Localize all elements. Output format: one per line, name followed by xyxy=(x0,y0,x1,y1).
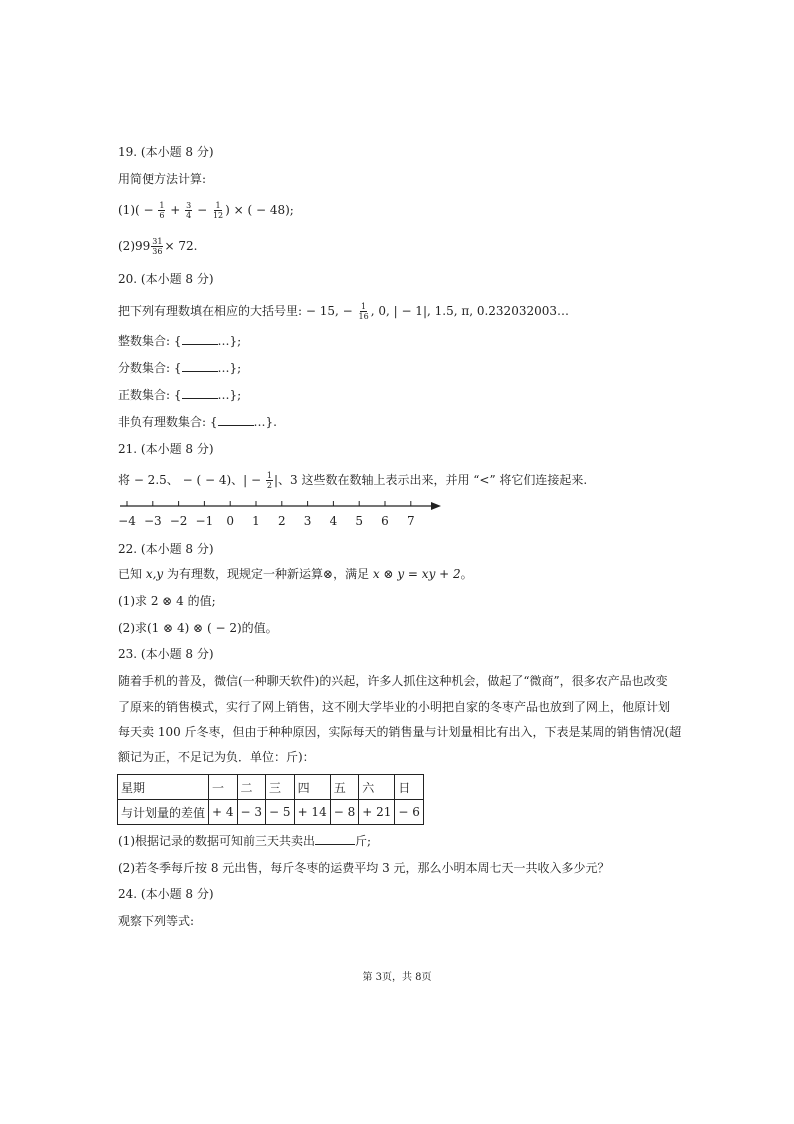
answer-blank xyxy=(182,360,218,372)
table-cell: 三 xyxy=(266,775,295,800)
table-cell: − 3 xyxy=(237,800,266,825)
number-line xyxy=(115,498,445,532)
table-cell: − 8 xyxy=(330,800,359,825)
table-cell: + 4 xyxy=(209,800,238,825)
table-cell: 日 xyxy=(395,775,424,800)
table-cell: 四 xyxy=(294,775,330,800)
table-cell: 五 xyxy=(330,775,359,800)
table-cell: 二 xyxy=(237,775,266,800)
axis-tick-label: 1 xyxy=(252,514,260,528)
table-cell: 与计划量的差值 xyxy=(118,800,209,825)
fraction: $\frac{1}{6}$ xyxy=(159,201,165,220)
table-cell: 一 xyxy=(209,775,238,800)
fraction: $\frac{1}{2}$ xyxy=(266,471,272,490)
axis-tick-label: 5 xyxy=(355,514,364,528)
q22-part2: (2)求(1 ⊗ 4) ⊗ ( − 2)的值。 xyxy=(118,621,278,635)
fraction: $\frac{31}{36}$ xyxy=(152,237,163,256)
answer-blank xyxy=(182,333,218,345)
q21-text: 将 − 2.5、 − ( − 4)、| − $\frac{1}{2}$ |、3 这些数在数轴上表示出来，并用 “<” 将它们连接起来. xyxy=(118,471,588,490)
axis-tick-label: −3 xyxy=(143,514,162,528)
sales-table xyxy=(117,774,424,825)
answer-blank xyxy=(182,387,218,399)
table-cell: − 5 xyxy=(266,800,295,825)
q21-header: 21. (本小题 8 分) xyxy=(118,442,214,456)
axis-tick-label: −2 xyxy=(169,514,188,528)
fraction: $\frac{3}{4}$ xyxy=(186,201,192,220)
q23-part1: (1)根据记录的数据可知前三天共卖出 斤; xyxy=(118,834,372,848)
q20-integer-set: 整数集合: { …}; xyxy=(118,334,242,348)
axis-tick-label: 7 xyxy=(406,514,415,528)
q20-header: 20. (本小题 8 分) xyxy=(118,272,214,286)
table-cell: + 14 xyxy=(294,800,330,825)
q24-header: 24. (本小题 8 分) xyxy=(118,887,214,901)
q20-fraction-set: 分数集合: { …}; xyxy=(118,361,242,375)
q23-part2: (2)若冬季每斤按 8 元出售，每斤冬枣的运费平均 3 元，那么小明本周七天一共收入多少元？ xyxy=(118,861,610,875)
axis-arrow-icon xyxy=(431,502,441,510)
page-footer: 第 3页，共 8页 xyxy=(362,972,432,983)
q23-para-line: 每天卖 100 斤冬枣，但由于种种原因，实际每天的销售量与计划量相比有出入，下表是某周的销售情况(超 xyxy=(118,725,682,739)
q24-text: 观察下列等式: xyxy=(118,914,195,928)
q23-para-line: 随着手机的普及，微信(一种聊天软件)的兴起，许多人抓住这种机会，做起了“微商”，很多农产品也改变 xyxy=(118,674,668,688)
q23-para-line: 额记为正，不足记为负．单位：斤)： xyxy=(118,750,315,764)
axis-tick-label: 0 xyxy=(226,514,235,528)
table-cell: − 6 xyxy=(395,800,424,825)
q19-part2: (2)99 $\frac{31}{36}$ × 72. xyxy=(118,237,198,256)
q22-header: 22. (本小题 8 分) xyxy=(118,542,214,556)
axis-tick-label: 6 xyxy=(381,514,389,528)
q19-p1-prefix: (1)( − xyxy=(118,203,158,217)
axis-tick-label: −4 xyxy=(118,514,136,528)
answer-blank xyxy=(315,833,355,845)
table-cell: 星期 xyxy=(118,775,209,800)
q20-positive-set: 正数集合: { …}; xyxy=(118,388,242,402)
axis-tick-label: 4 xyxy=(329,514,338,528)
axis-tick-label: 3 xyxy=(303,514,312,528)
table-cell: 六 xyxy=(359,775,395,800)
axis-tick-label: −1 xyxy=(195,514,214,528)
fraction: $\frac{1}{16}$ xyxy=(358,302,369,321)
q22-part1: (1)求 2 ⊗ 4 的值; xyxy=(118,594,216,608)
q19-instruction: 用简便方法计算: xyxy=(118,172,207,186)
q20-nonnegative-set: 非负有理数集合: { …}. xyxy=(118,415,277,429)
q22-definition: 已知 x,y 为有理数，现规定一种新运算⊗，满足 x ⊗ y = xy + 2。 xyxy=(118,567,473,581)
table-row xyxy=(118,800,424,825)
fraction: $\frac{1}{12}$ xyxy=(212,201,224,220)
q20-instruction: 把下列有理数填在相应的大括号里: − 15, − $\frac{1}{16}$ , 0, | − 1|, 1.5, π, 0.232032003… xyxy=(118,302,570,321)
q23-para-line: 了原来的销售模式，实行了网上销售，这不刚大学毕业的小明把自家的冬枣产品也放到了网上，他原计划 xyxy=(118,700,671,714)
q19-header: 19. (本小题 8 分) xyxy=(118,145,214,159)
table-row xyxy=(118,775,424,800)
table-cell: + 21 xyxy=(359,800,395,825)
answer-blank xyxy=(218,414,254,426)
q19-part1: (1)( − $\frac{1}{6}$ + $\frac{3}{4}$ − $\frac{1}{12}$ ) × ( − 48); xyxy=(118,201,294,220)
axis-tick-label: 2 xyxy=(277,514,286,528)
q23-header: 23. (本小题 8 分) xyxy=(118,647,214,661)
